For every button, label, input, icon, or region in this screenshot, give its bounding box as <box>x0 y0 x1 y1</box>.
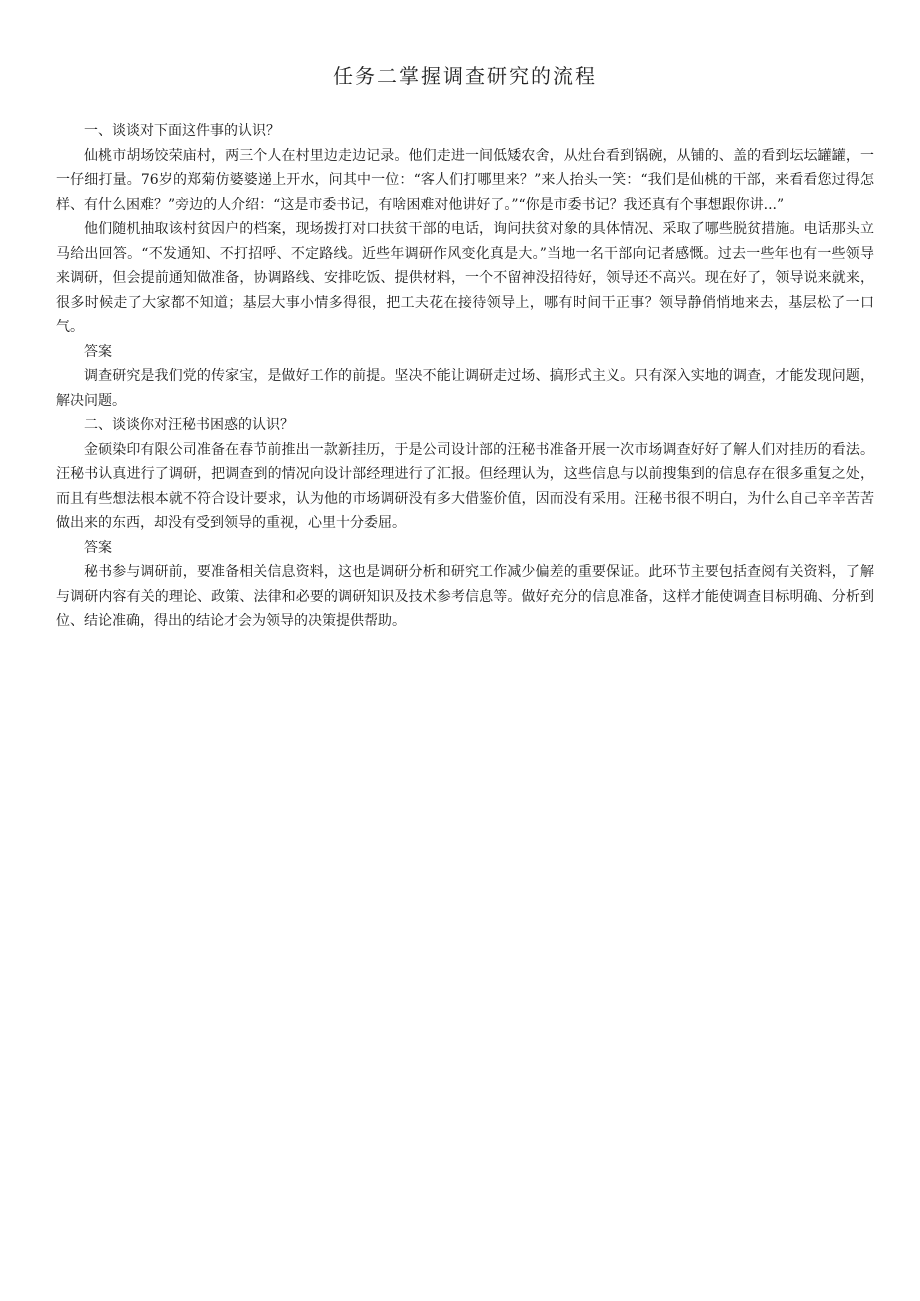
section-1-answer-label: 答案 <box>84 343 112 360</box>
section-2-answer: 秘书参与调研前，要准备相关信息资料，这也是调研分析和研究工作减少偏差的重要保证。此环节主要包括查阅有关资料，了解与调研内容有关的理论、政策、法律和必要的调研知识及技术参考信息等。做好充分的信息准备，这样才能使调查目标明确、分析到位、结论准确，得出的结论才会为领导的决策提供帮助。 <box>56 564 874 629</box>
section-2-heading: 二、谈谈你对汪秘书困惑的认识？ <box>84 417 294 433</box>
section-1-heading: 一、谈谈对下面这件事的认识？ <box>84 123 280 139</box>
section-1-paragraph-2: 他们随机抽取该村贫因户的档案，现场拨打对口扶贫干部的电话，询问扶贫对象的具体情况、采取了哪些脱贫措施。电话那头立马给出回答。“不发通知、不打招呼、不定路线。近些年调研作风变化真是大。”当地一名干部向记者感慨。过去一些年也有一些领导来调研，但会提前通知做准备，协调路线、安排吃饭、提供材料，一个不留神没招待好，领导还不高兴。现在好了，领导说来就来，很多时候走了大家都不知道；基层大事小情多得很，把工夫花在接待领导上，哪有时间干正事？领导静俏悄地来去，基层松了一口气。 <box>56 221 874 335</box>
page-title: 任务二掌握调查研究的流程 <box>333 64 597 88</box>
section-1-answer: 调查研究是我们党的传家宝，是做好工作的前提。坚决不能让调研走过场、搞形式主义。只有深入实地的调查，才能发现问题，解决问题。 <box>56 368 874 409</box>
section-1-paragraph-1: 仙桃市胡场饺荣庙村，两三个人在村里边走边记录。他们走进一间低矮农舍，从灶台看到锅碗，从铺的、盖的看到坛坛罐罐，一一仔细打量。76岁的郑菊仿婆婆递上开水，问其中一位：“客人们打哪里来？”来人抬头一笑：“我们是仙桃的干部，来看看您过得怎样、有什么困难？”旁边的人介绍：“这是市委书记，有啥困难对他讲好了。”“你是市委书记？我还真有个事想跟你讲...” <box>56 147 874 213</box>
document-page <box>56 60 874 634</box>
section-2-paragraph-1: 金硕染印有限公司准备在春节前推出一款新挂历，于是公司设计部的汪秘书准备开展一次市场调查好好了解人们对挂历的看法。汪秘书认真进行了调研，把调查到的情况向设计部经理进行了汇报。但经理认为，这些信息与以前搜集到的信息存在很多重复之处，而且有些想法根本就不符合设计要求，认为他的市场调研没有多大借鉴价值，因而没有采用。汪秘书很不明白，为什么自己辛辛苦苦做出来的东西，却没有受到领导的重视，心里十分委屈。 <box>56 441 874 531</box>
section-2-answer-label: 答案 <box>84 539 112 556</box>
